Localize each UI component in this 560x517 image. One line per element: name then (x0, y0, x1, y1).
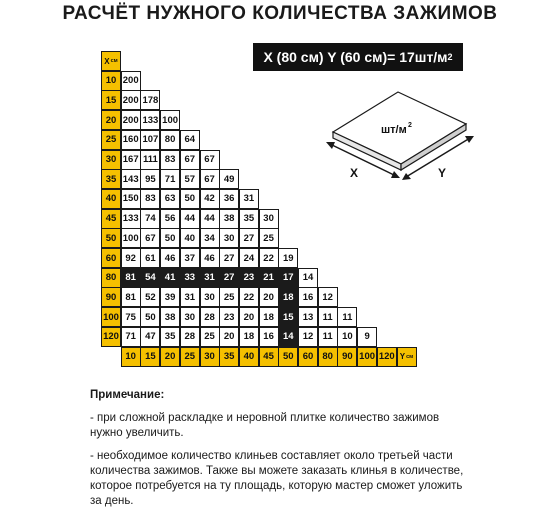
table-cell: 19 (278, 248, 298, 268)
column-header: 80 (318, 347, 338, 367)
table-cell: 150 (121, 189, 141, 209)
column-header: 15 (140, 347, 160, 367)
column-header: 60 (298, 347, 318, 367)
table-cell: 46 (160, 248, 180, 268)
table-cell: 18 (278, 287, 298, 307)
table-cell: 25 (259, 228, 279, 248)
table-cell: 52 (140, 287, 160, 307)
table-cell: 83 (140, 189, 160, 209)
table-cell: 64 (180, 130, 200, 150)
table-cell: 11 (318, 307, 338, 327)
table-cell: 28 (200, 307, 220, 327)
table-cell: 31 (239, 189, 259, 209)
table-cell: 16 (259, 327, 279, 347)
row-header: 15 (101, 90, 121, 110)
table-cell: 133 (121, 209, 141, 229)
table-cell: 67 (140, 228, 160, 248)
table-cell: 24 (239, 248, 259, 268)
table-cell: 14 (298, 268, 318, 288)
y-dimension-label: Y (438, 166, 447, 180)
table-cell: 50 (140, 307, 160, 327)
table-cell: 20 (219, 327, 239, 347)
table-cell: 41 (160, 268, 180, 288)
formula-example-box (253, 43, 463, 71)
note-title: Примечание: (90, 389, 165, 401)
table-cell: 92 (121, 248, 141, 268)
row-header: 50 (101, 228, 121, 248)
table-cell: 107 (140, 130, 160, 150)
table-cell: 50 (160, 228, 180, 248)
column-header: 20 (160, 347, 180, 367)
table-cell: 15 (278, 307, 298, 327)
table-cell: 22 (239, 287, 259, 307)
table-cell: 38 (160, 307, 180, 327)
table-cell: 23 (239, 268, 259, 288)
table-cell: 18 (259, 307, 279, 327)
row-header: 10 (101, 71, 121, 91)
table-cell: 27 (219, 248, 239, 268)
table-cell: 46 (200, 248, 220, 268)
column-header: 10 (121, 347, 141, 367)
table-cell: 20 (259, 287, 279, 307)
table-cell: 28 (180, 327, 200, 347)
row-header: 20 (101, 110, 121, 130)
table-cell: 25 (219, 287, 239, 307)
note-section (90, 388, 465, 517)
table-cell: 39 (160, 287, 180, 307)
table-cell: 12 (298, 327, 318, 347)
table-cell: 27 (219, 268, 239, 288)
column-header: 25 (180, 347, 200, 367)
table-cell: 50 (180, 189, 200, 209)
note-paragraph-2: - необходимое количество клиньев составляет около третьей части количества зажимов. Также вы можете заказать клинья в количестве, которое потребуется на ту площадь, которую мастер сможет уложить за день. (90, 450, 464, 507)
table-cell: 61 (140, 248, 160, 268)
row-header: 80 (101, 268, 121, 288)
x-unit-header (101, 51, 121, 71)
table-cell: 25 (200, 327, 220, 347)
column-header: 30 (200, 347, 220, 367)
table-cell: 56 (160, 209, 180, 229)
table-cell: 34 (200, 228, 220, 248)
table-cell: 22 (259, 248, 279, 268)
table-cell: 95 (140, 169, 160, 189)
table-cell: 11 (337, 307, 357, 327)
table-cell: 37 (180, 248, 200, 268)
tile-diagram (318, 84, 478, 194)
table-cell: 10 (337, 327, 357, 347)
table-cell: 54 (140, 268, 160, 288)
table-cell: 75 (121, 307, 141, 327)
table-cell: 35 (239, 209, 259, 229)
table-cell: 100 (160, 110, 180, 130)
table-cell: 80 (160, 130, 180, 150)
table-cell: 47 (140, 327, 160, 347)
table-cell: 30 (200, 287, 220, 307)
table-cell: 27 (239, 228, 259, 248)
table-cell: 200 (121, 110, 141, 130)
y-unit-label: Y (399, 352, 406, 361)
table-cell: 31 (200, 268, 220, 288)
row-header: 120 (101, 327, 121, 347)
table-cell: 42 (200, 189, 220, 209)
column-header: 50 (278, 347, 298, 367)
tile-center-sup: 2 (408, 122, 412, 129)
table-cell: 23 (219, 307, 239, 327)
table-cell: 71 (160, 169, 180, 189)
table-cell: 111 (140, 150, 160, 170)
column-header: 90 (337, 347, 357, 367)
column-header: 120 (377, 347, 397, 367)
table-cell: 17 (278, 268, 298, 288)
column-header: 40 (239, 347, 259, 367)
table-cell: 30 (219, 228, 239, 248)
table-cell: 100 (121, 228, 141, 248)
table-cell: 13 (298, 307, 318, 327)
row-header: 30 (101, 150, 121, 170)
table-cell: 11 (318, 327, 338, 347)
table-cell: 16 (298, 287, 318, 307)
column-header: 45 (259, 347, 279, 367)
table-cell: 14 (278, 327, 298, 347)
formula-superscript: 2 (447, 52, 453, 62)
row-header: 60 (101, 248, 121, 268)
note-paragraph-1: - при сложной раскладке и неровной плитке количество зажимов нужно увеличить. (90, 412, 440, 439)
table-cell: 44 (180, 209, 200, 229)
x-unit-label: X (104, 56, 110, 66)
x-dimension-label: X (350, 166, 359, 180)
table-cell: 160 (121, 130, 141, 150)
formula-text: X (80 см) Y (60 см)= 17шт/м (263, 49, 448, 65)
column-header: 100 (357, 347, 377, 367)
y-unit-header (397, 347, 417, 367)
table-cell: 49 (219, 169, 239, 189)
row-header: 40 (101, 189, 121, 209)
table-cell: 35 (160, 327, 180, 347)
row-header: 35 (101, 169, 121, 189)
table-cell: 83 (160, 150, 180, 170)
table-cell: 71 (121, 327, 141, 347)
row-header: 45 (101, 209, 121, 229)
table-cell: 67 (180, 150, 200, 170)
row-header: 25 (101, 130, 121, 150)
row-header: 100 (101, 307, 121, 327)
table-cell: 67 (200, 150, 220, 170)
table-cell: 9 (357, 327, 377, 347)
table-cell: 133 (140, 110, 160, 130)
table-cell: 20 (239, 307, 259, 327)
table-cell: 30 (259, 209, 279, 229)
tile-center-label: шт/м (381, 124, 407, 136)
table-cell: 18 (239, 327, 259, 347)
table-cell: 36 (219, 189, 239, 209)
table-cell: 21 (259, 268, 279, 288)
table-cell: 40 (180, 228, 200, 248)
table-cell: 81 (121, 268, 141, 288)
table-cell: 33 (180, 268, 200, 288)
table-cell: 143 (121, 169, 141, 189)
table-cell: 31 (180, 287, 200, 307)
row-header: 90 (101, 287, 121, 307)
column-header: 35 (219, 347, 239, 367)
table-cell: 63 (160, 189, 180, 209)
table-cell: 12 (318, 287, 338, 307)
page-title: РАСЧЁТ НУЖНОГО КОЛИЧЕСТВА ЗАЖИМОВ (62, 3, 498, 24)
table-cell: 200 (121, 90, 141, 110)
table-cell: 38 (219, 209, 239, 229)
table-cell: 30 (180, 307, 200, 327)
table-cell: 57 (180, 169, 200, 189)
table-cell: 200 (121, 71, 141, 91)
table-cell: 178 (140, 90, 160, 110)
table-cell: 167 (121, 150, 141, 170)
table-cell: 44 (200, 209, 220, 229)
x-unit-sub: см (110, 58, 118, 64)
table-cell: 74 (140, 209, 160, 229)
y-unit-sub: см (406, 353, 414, 360)
table-cell: 81 (121, 287, 141, 307)
table-cell: 67 (200, 169, 220, 189)
